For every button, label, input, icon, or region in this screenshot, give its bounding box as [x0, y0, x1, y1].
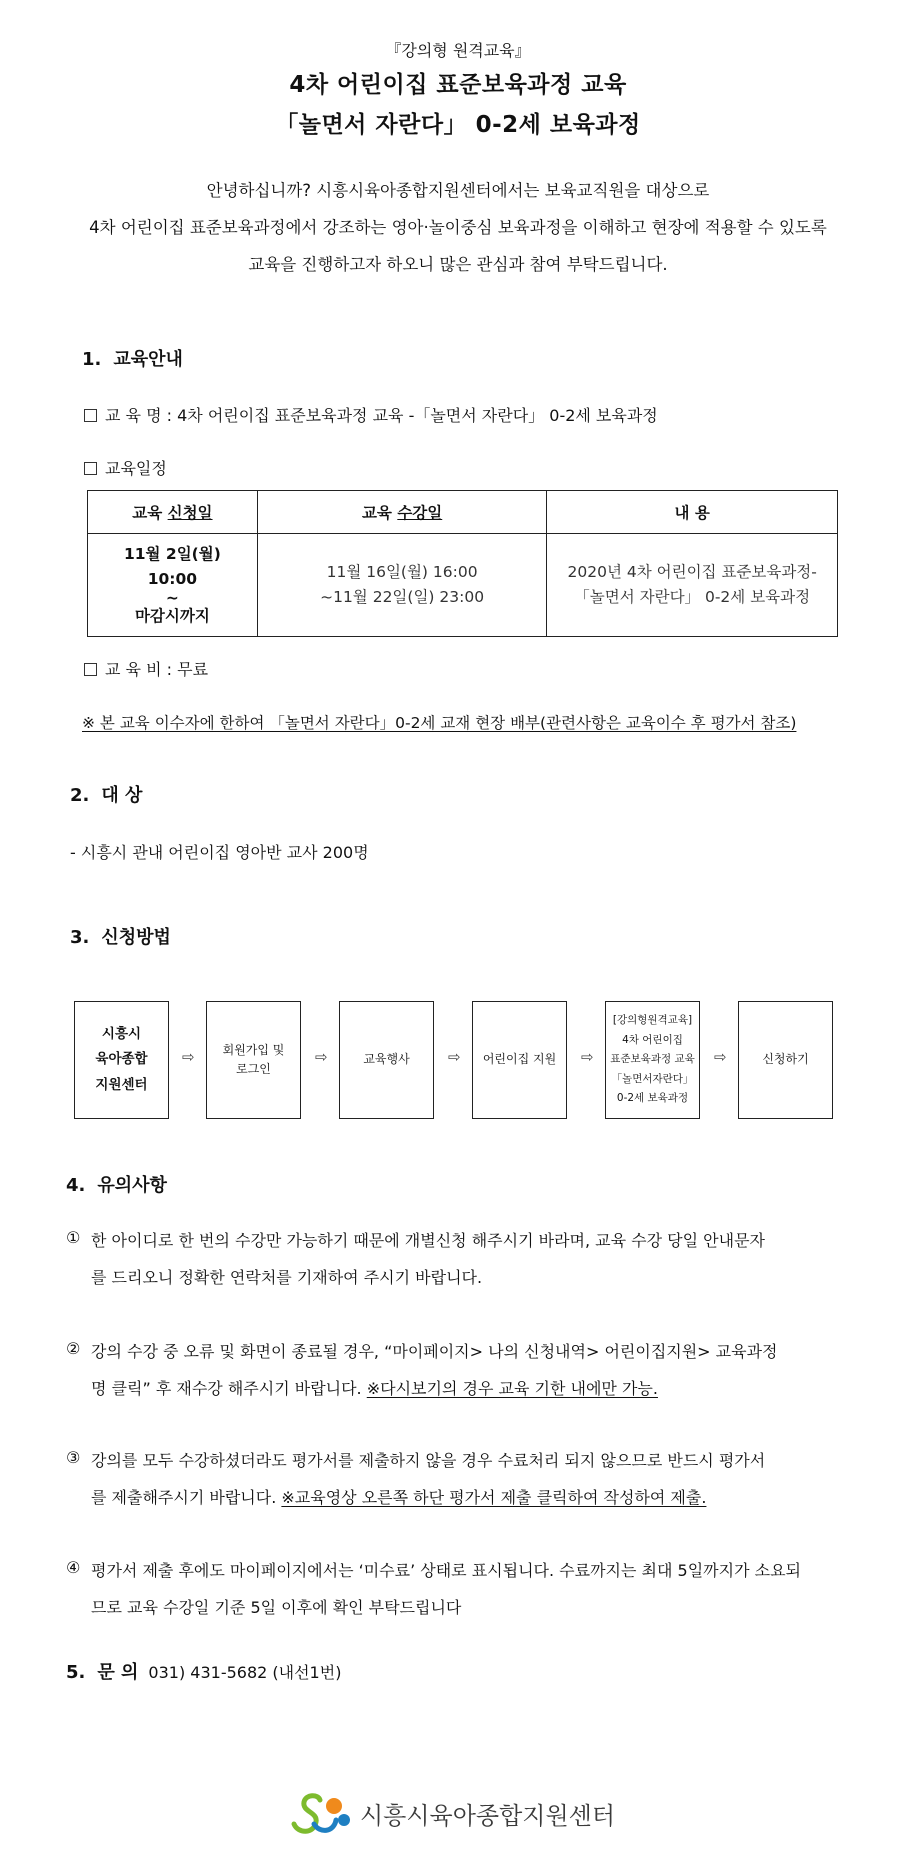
- arrow-right-icon: ⇨: [581, 1048, 594, 1066]
- schedule-row: [84, 456, 167, 479]
- table-header-course-date: 교육 수강일: [257, 491, 547, 534]
- checkbox-square-icon: [84, 663, 97, 676]
- course-name-label: 교 육 명 :: [105, 406, 173, 425]
- intro-line: 안녕하십니까? 시흥시육아종합지원센터에서는 보육교직원을 대상으로: [206, 181, 710, 200]
- section-heading-precautions: [66, 1171, 167, 1197]
- step-box-center: 시흥시 육아종합 지원센터: [74, 1001, 169, 1119]
- course-name-value: 4차 어린이집 표준보육과정 교육 -「놀면서 자란다」 0-2세 보육과정: [177, 406, 658, 425]
- section-title: 대 상: [101, 785, 143, 806]
- arrow-right-icon: ⇨: [448, 1048, 461, 1066]
- fee-row: [84, 657, 208, 680]
- apply-date-cell: 11월 2일(월) 10:00 ~ 마감시까지: [88, 534, 258, 637]
- step-box-signup-login: 회원가입 및 로그인: [206, 1001, 301, 1119]
- table-header-row: [88, 491, 838, 534]
- course-date-cell: 11월 16일(월) 16:00 ~11월 22일(일) 23:00: [257, 534, 547, 637]
- org-name: 시흥시육아종합지원센터: [360, 1802, 616, 1830]
- section-heading-target: [70, 781, 142, 807]
- checkbox-square-icon: [84, 462, 97, 475]
- section-number: 5.: [66, 1662, 86, 1683]
- course-name-row: [84, 403, 658, 426]
- section-number: 3.: [70, 927, 90, 948]
- org-logo: [288, 1790, 628, 1838]
- section-heading-apply-method: [70, 923, 171, 949]
- section-heading-contact: [66, 1658, 341, 1684]
- step-box-apply: 신청하기: [738, 1001, 833, 1119]
- arrow-right-icon: ⇨: [714, 1048, 727, 1066]
- table-header-apply-date: 교육 신청일: [88, 491, 258, 534]
- schedule-label: 교육일정: [105, 459, 167, 478]
- contact-phone: 031) 431-5682 (내선1번): [148, 1663, 342, 1682]
- schedule-table: [87, 490, 838, 637]
- step-box-daycare-support: 어린이집 지원: [472, 1001, 567, 1119]
- org-logo-mark-icon: [288, 1790, 354, 1838]
- step-box-course: [강의형원격교육] 4차 어린이집 표준보육과정 교육 「놀면서자란다」 0-2세 보육과정: [605, 1001, 700, 1119]
- section-title: 유의사항: [97, 1175, 167, 1196]
- section-number: 4.: [66, 1175, 86, 1196]
- textbook-note: ※ 본 교육 이수자에 한하여 「놀면서 자란다」0-2세 교재 현장 배부(관련사항은 교육이수 후 평가서 참조): [82, 714, 797, 732]
- target-text: - 시흥시 관내 어린이집 영아반 교사 200명: [70, 843, 369, 862]
- table-row: [88, 534, 838, 637]
- arrow-right-icon: ⇨: [182, 1048, 195, 1066]
- document-subtitle: 『강의형 원격교육』: [385, 41, 531, 60]
- intro-line: 4차 어린이집 표준보육과정에서 강조하는 영아·놀이중심 보육과정을 이해하고 현장에 적용할 수 있도록: [89, 218, 827, 237]
- table-header-content: 내 용: [547, 491, 838, 534]
- section-number: 2.: [70, 785, 90, 806]
- section-title: 신청방법: [101, 927, 171, 948]
- content-cell: 2020년 4차 어린이집 표준보육과정- 「놀면서 자란다」 0-2세 보육과정: [547, 534, 838, 637]
- checkbox-square-icon: [84, 409, 97, 422]
- step-box-events: 교육행사: [339, 1001, 434, 1119]
- intro-line: 교육을 진행하고자 하오니 많은 관심과 참여 부탁드립니다.: [248, 255, 668, 274]
- document-title-line2: 「놀면서 자란다」 0-2세 보육과정: [275, 112, 641, 138]
- document-title-line1: 4차 어린이집 표준보육과정 교육: [289, 72, 627, 98]
- arrow-right-icon: ⇨: [315, 1048, 328, 1066]
- fee-value: 무료: [177, 660, 209, 679]
- fee-label: 교 육 비 :: [105, 660, 173, 679]
- section-title: 문 의: [97, 1662, 139, 1683]
- section-heading-education-guide: [82, 345, 183, 371]
- section-title: 교육안내: [113, 349, 183, 370]
- section-number: 1.: [82, 349, 102, 370]
